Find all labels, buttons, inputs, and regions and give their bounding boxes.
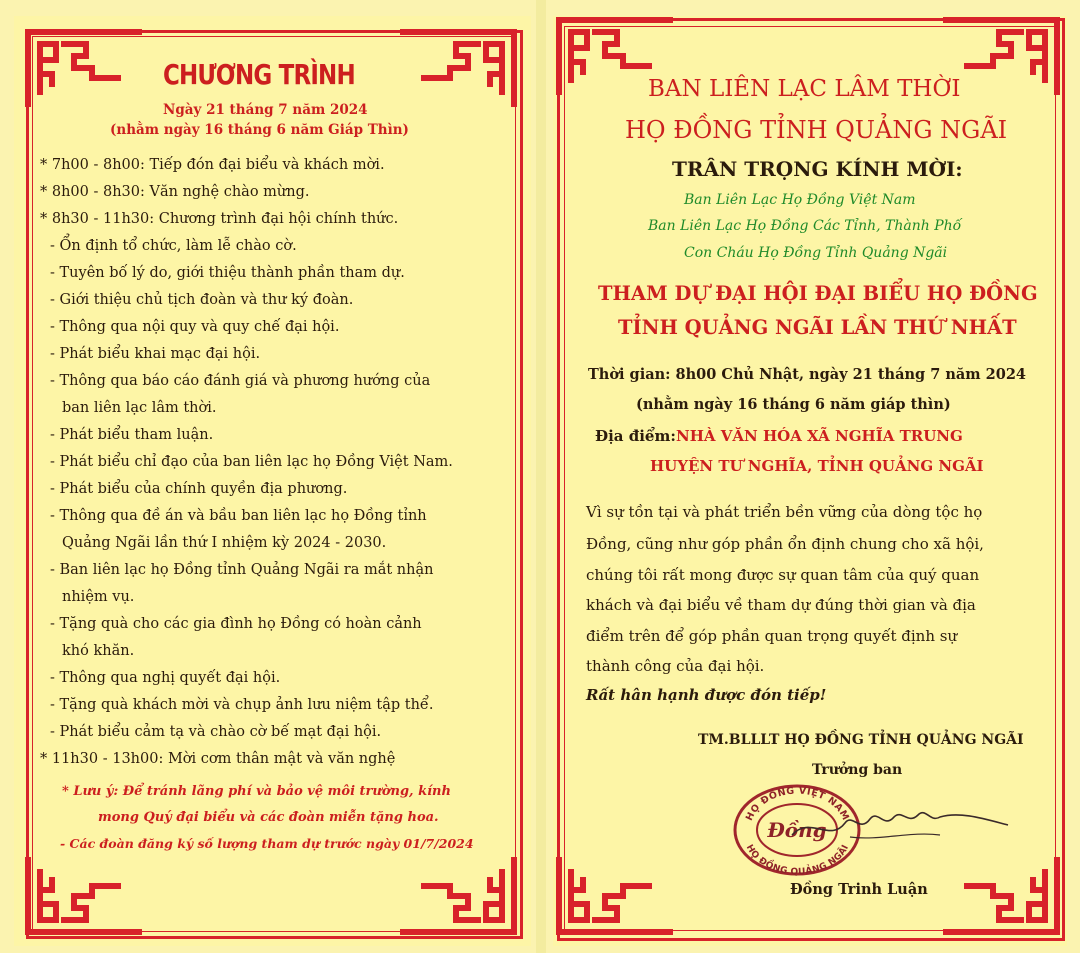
schedule-line: * 8h30 - 11h30: Chương trình đại hội chính thức.: [40, 211, 399, 227]
schedule-line: - Thông qua nội quy và quy chế đại hội.: [50, 319, 340, 335]
fold-gap: [536, 0, 546, 953]
fret-corner-ornament-bottom-right: [400, 856, 520, 938]
schedule-line: - Tặng quà cho các gia đình họ Đồng có hoàn cảnh: [50, 616, 422, 632]
schedule-line: ban liên lạc lâm thời.: [62, 400, 217, 416]
invitation-body-line: Đồng, cũng như góp phần ổn định chung cho xã hội,: [586, 535, 984, 553]
invitation-heading: TRÂN TRỌNG KÍNH MỜI:: [672, 157, 963, 181]
venue-label: Địa điểm:: [595, 427, 676, 445]
schedule-line: - Phát biểu của chính quyền địa phương.: [50, 481, 348, 497]
event-title-line2: TỈNH QUẢNG NGÃI LẦN THỨ NHẤT: [618, 316, 1017, 339]
fret-corner-ornament-bottom-right: [943, 856, 1063, 938]
event-title: THAM DỰ ĐẠI HỘI ĐẠI BIỂU HỌ ĐỒNG: [598, 282, 1038, 305]
schedule-line: * 8h00 - 8h30: Văn nghệ chào mừng.: [40, 184, 310, 200]
closing-line: Rất hân hạnh được đón tiếp!: [586, 686, 827, 704]
invitation-body-line: chúng tôi rất mong được sự quan tâm của quý quan: [586, 566, 980, 584]
program-date: Ngày 21 tháng 7 năm 2024: [163, 102, 368, 118]
fret-corner-ornament-bottom-left: [553, 856, 673, 938]
program-registration-note: - Các đoàn đăng ký số lượng tham dự trước ngày 01/7/2024: [60, 836, 474, 851]
schedule-line: - Ổn định tổ chức, làm lễ chào cờ.: [50, 238, 297, 254]
fret-corner-ornament-top-left: [22, 26, 142, 108]
schedule-line: - Tuyên bố lý do, giới thiệu thành phần tham dự.: [50, 265, 405, 281]
schedule-line: - Phát biểu khai mạc đại hội.: [50, 346, 261, 362]
seal-bottom-text: HỌ ĐỒNG QUẢNG NGÃI: [743, 843, 852, 877]
signer-name: Đồng Trinh Luận: [790, 881, 928, 898]
schedule-line: * 7h00 - 8h00: Tiếp đón đại biểu và khách mời.: [40, 157, 385, 173]
program-title: CHƯƠNG TRÌNH: [163, 58, 355, 91]
schedule-line: nhiệm vụ.: [62, 589, 135, 605]
venue-district: HUYỆN TƯ NGHĨA, TỈNH QUẢNG NGÃI: [650, 457, 984, 475]
program-note: * Lưu ý: Để tránh lãng phí và bảo vệ môi trường, kính: [62, 784, 451, 799]
guest-line: Ban Liên Lạc Họ Đồng Các Tỉnh, Thành Phố: [648, 218, 962, 234]
invitation-body-line: điểm trên để góp phần quan trọng quyết định sự: [586, 627, 958, 645]
fret-corner-ornament-top-right: [943, 14, 1063, 96]
schedule-line: - Phát biểu cảm tạ và chào cờ bế mạt đại hội.: [50, 724, 382, 740]
schedule-line: - Thông qua đề án và bầu ban liên lạc họ Đồng tỉnh: [50, 508, 427, 524]
organization-subtitle: HỌ ĐỒNG TỈNH QUẢNG NGÃI: [625, 116, 1008, 144]
fret-corner-ornament-top-right: [400, 26, 520, 108]
event-time: Thời gian: 8h00 Chủ Nhật, ngày 21 tháng 7 năm 2024: [588, 366, 1027, 383]
invitation-body-line: Vì sự tồn tại và phát triển bền vững của dòng tộc họ: [586, 503, 983, 521]
signer-title: Trưởng ban: [812, 762, 903, 778]
guest-line: Ban Liên Lạc Họ Đồng Việt Nam: [684, 192, 916, 208]
schedule-line: - Phát biểu tham luận.: [50, 427, 214, 443]
schedule-line: khó khăn.: [62, 643, 135, 659]
signer-organization: TM.BLLLT HỌ ĐỒNG TỈNH QUẢNG NGÃI: [698, 732, 1024, 748]
invitation-body-line: thành công của đại hội.: [586, 657, 765, 675]
schedule-line: * 11h30 - 13h00: Mời cơm thân mật và văn nghệ: [40, 751, 396, 767]
seal-center-text: Đồng: [767, 818, 827, 842]
organization-title: BAN LIÊN LẠC LÂM THỜI: [648, 76, 961, 102]
venue-name: NHÀ VĂN HÓA XÃ NGHĨA TRUNG: [676, 427, 963, 445]
schedule-line: Quảng Ngãi lần thứ I nhiệm kỳ 2024 - 2030.: [62, 535, 387, 551]
program-note: mong Quý đại biểu và các đoàn miễn tặng hoa.: [98, 810, 439, 825]
schedule-line: - Phát biểu chỉ đạo của ban liên lạc họ Đồng Việt Nam.: [50, 454, 453, 470]
schedule-line: - Ban liên lạc họ Đồng tỉnh Quảng Ngãi ra mắt nhận: [50, 562, 434, 578]
schedule-line: - Tặng quà khách mời và chụp ảnh lưu niệm tập thể.: [50, 697, 434, 713]
schedule-line: - Thông qua báo cáo đánh giá và phương hướng của: [50, 373, 431, 389]
handwritten-signature: [790, 795, 1010, 855]
seal-top-text: HỌ ĐỒNG VIỆT NAM: [743, 785, 852, 823]
invitation-body-line: khách và đại biểu về tham dự đúng thời gian và địa: [586, 596, 976, 614]
guest-line: Con Cháu Họ Đồng Tỉnh Quảng Ngãi: [684, 245, 948, 261]
schedule-line: - Giới thiệu chủ tịch đoàn và thư ký đoàn.: [50, 292, 354, 308]
event-lunar-date: (nhằm ngày 16 tháng 6 năm giáp thìn): [636, 396, 951, 413]
program-lunar-date: (nhằm ngày 16 tháng 6 năm Giáp Thìn): [110, 122, 409, 138]
fret-corner-ornament-bottom-left: [22, 856, 142, 938]
schedule-line: - Thông qua nghị quyết đại hội.: [50, 670, 281, 686]
